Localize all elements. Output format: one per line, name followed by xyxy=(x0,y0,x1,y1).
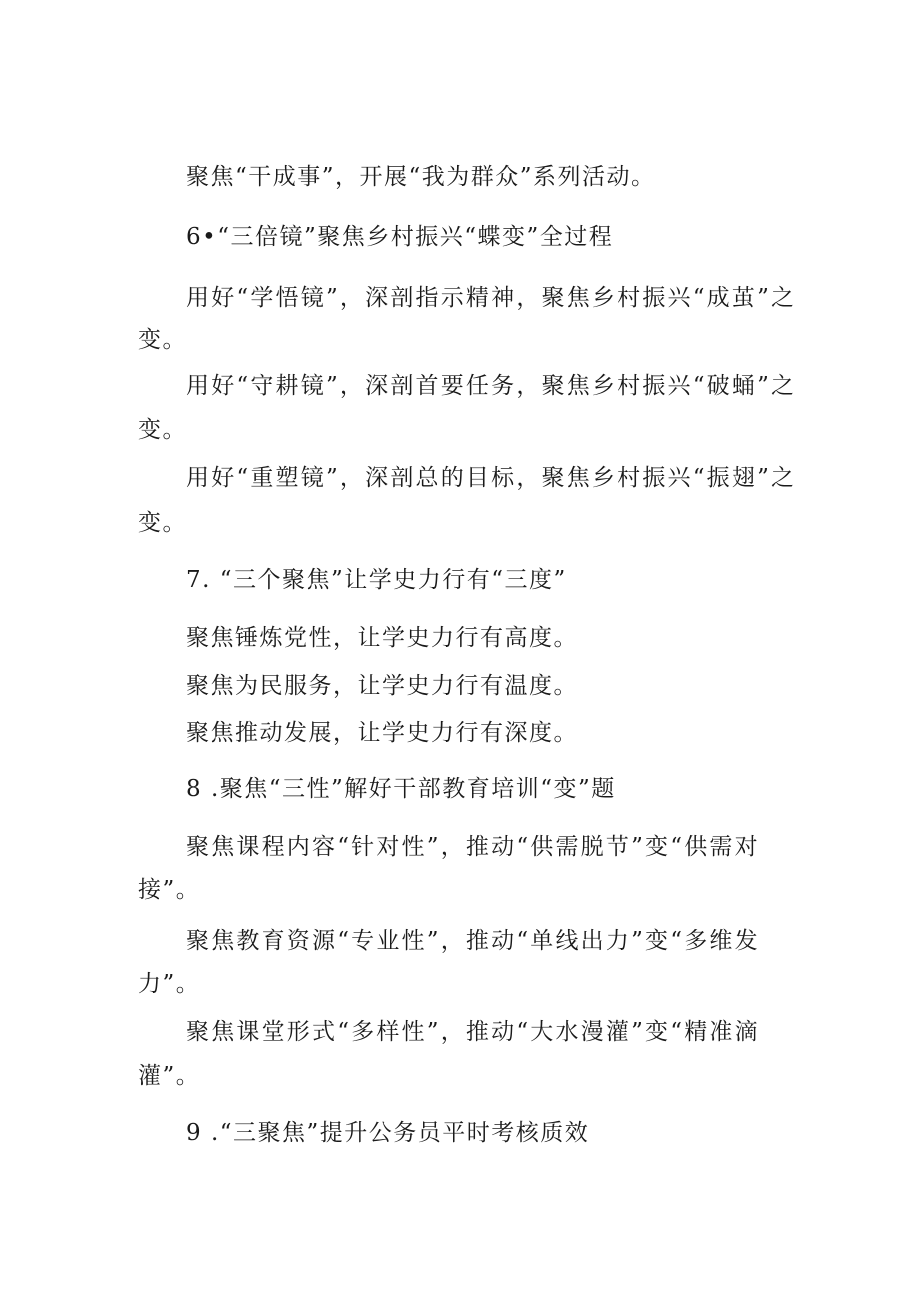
section-8-item-2: 聚焦教育资源“专业性”，推动“单线出力”变“多维发 xyxy=(186,928,760,954)
section-6-item-3: 用好“重塑镜”，深剖总的目标，聚焦乡村振兴“振翅”之 xyxy=(186,465,797,491)
intro-paragraph: 聚焦“干成事”，开展“我为群众”系列活动。 xyxy=(186,164,656,190)
section-6-item-2: 用好“守耕镜”，深剖首要任务，聚焦乡村振兴“破蛹”之 xyxy=(186,373,797,399)
section-7-heading: 7. “三个聚焦”让学史力行有“三度” xyxy=(186,567,567,593)
section-8-item-3: 聚焦课堂形式“多样性”，推动“大水漫灌”变“精准滴 xyxy=(186,1019,760,1045)
section-6-item-1-cont: 变。 xyxy=(138,327,187,353)
section-8-heading: 8 .聚焦“三性”解好干部教育培训“变”题 xyxy=(186,776,616,802)
section-7-item-3: 聚焦推动发展，让学史力行有深度。 xyxy=(186,720,578,746)
section-8-item-3-cont: 灌”。 xyxy=(138,1063,201,1089)
section-9-heading: 9 .“三聚焦”提升公务员平时考核质效 xyxy=(186,1120,590,1146)
section-8-item-1-cont: 接”。 xyxy=(138,877,201,903)
section-8-item-1: 聚焦课程内容“针对性”，推动“供需脱节”变“供需对 xyxy=(186,834,760,860)
section-7-item-2: 聚焦为民服务，让学史力行有温度。 xyxy=(186,673,578,699)
section-6-item-1: 用好“学悟镜”，深剖指示精神，聚焦乡村振兴“成茧”之 xyxy=(186,285,797,311)
section-6-item-3-cont: 变。 xyxy=(138,510,187,536)
section-7-item-1: 聚焦锤炼党性，让学史力行有高度。 xyxy=(186,625,578,651)
section-6-heading: 6•“三倍镜”聚焦乡村振兴“蝶变”全过程 xyxy=(186,224,614,250)
section-6-item-2-cont: 变。 xyxy=(138,417,187,443)
section-8-item-2-cont: 力”。 xyxy=(138,971,201,997)
